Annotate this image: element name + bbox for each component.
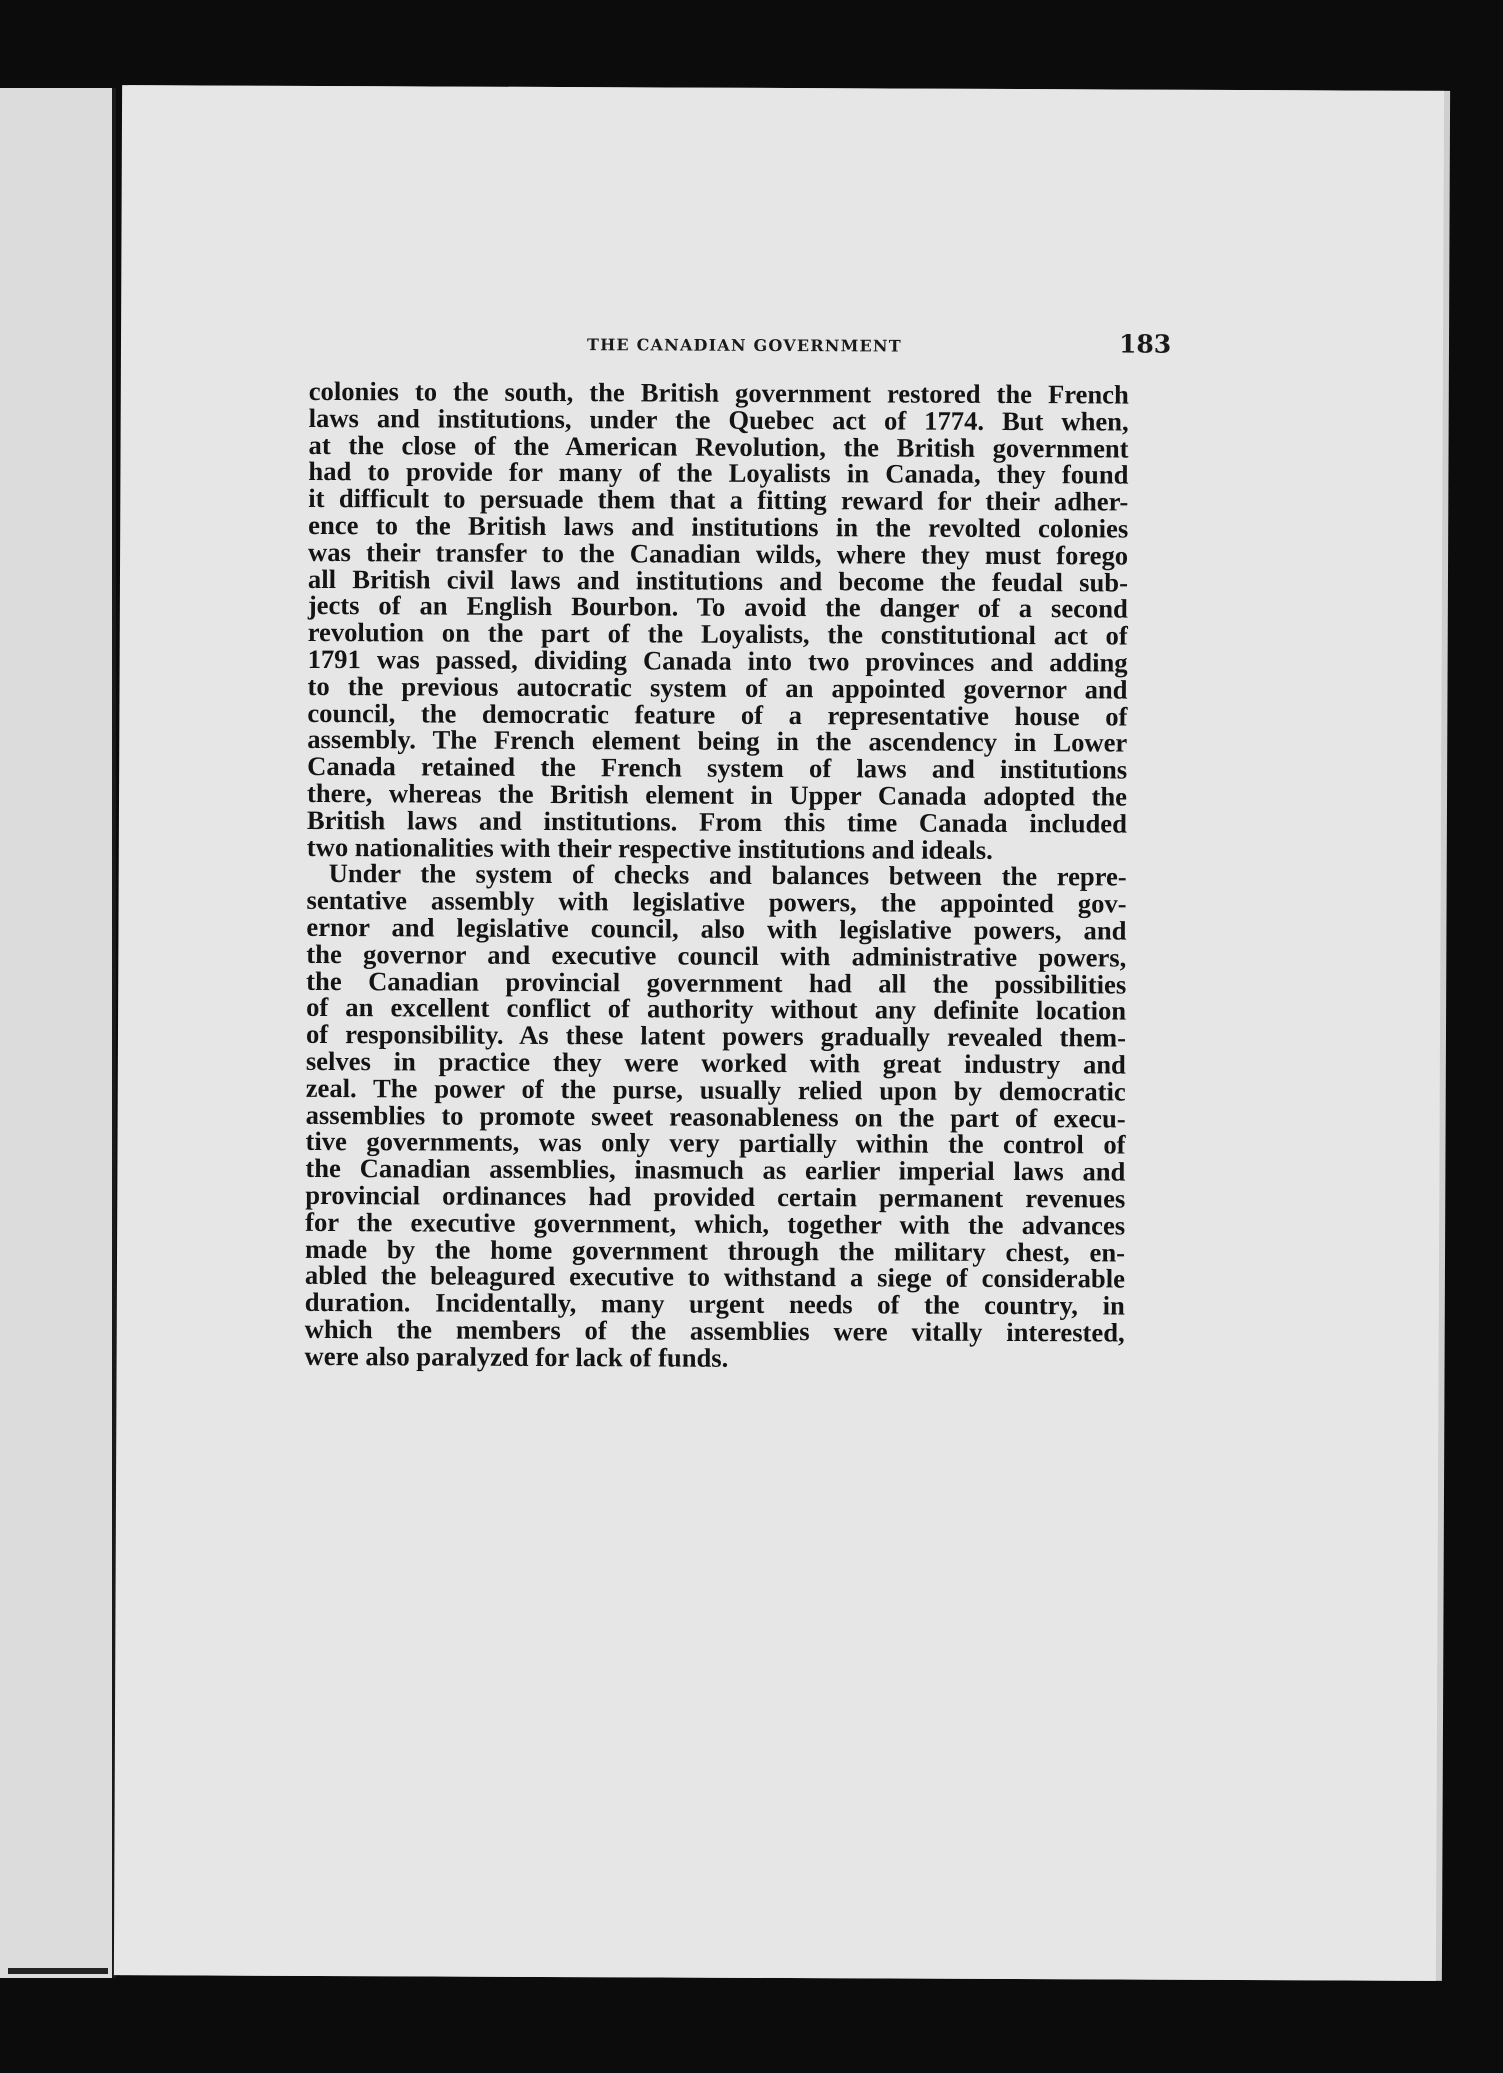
text-line: laws and institutions, under the Quebec act of 1774. But when, xyxy=(308,402,1129,437)
text-line: ernor and legislative council, also with legislative powers, and xyxy=(306,911,1127,946)
text-line: duration. Incidentally, many urgent needs of the country, in xyxy=(304,1287,1125,1321)
text-line: tive governments, was only very partially within the control of xyxy=(305,1126,1126,1160)
text-line: to the previous autocratic system of an appointed governor and xyxy=(307,670,1128,705)
text-line: the governor and executive council with administrative powers, xyxy=(306,938,1127,973)
text-line: assembly. The French element being in the ascendency in Lower xyxy=(307,724,1128,758)
text-line: jects of an English Bourbon. To avoid the danger of a second xyxy=(307,590,1128,624)
paragraph-2 xyxy=(305,860,1127,1373)
text-line: provincial ordinances had provided certain permanent revenues xyxy=(305,1179,1126,1214)
text-line: Canada retained the French system of laws and institutions xyxy=(307,751,1128,785)
text-line: 1791 was passed, dividing Canada into two provinces and adding xyxy=(307,643,1128,678)
text-line: all British civil laws and institutions and become the feudal sub- xyxy=(307,563,1129,598)
paragraph-1 xyxy=(306,375,1129,865)
text-line: made by the home government through the military chest, en- xyxy=(304,1233,1126,1268)
text-line: had to provide for many of the Loyalists in Canada, they found xyxy=(308,456,1129,490)
text-line: sentative assembly with legislative powers, the appointed gov- xyxy=(306,885,1127,919)
page-number: 183 xyxy=(1118,329,1172,359)
book-page xyxy=(114,85,1444,1981)
text-line: Under the system of checks and balances between the repre- xyxy=(328,858,1127,892)
facing-page-edge xyxy=(0,88,116,1978)
text-line: assemblies to promote sweet reasonableness on the part of execu- xyxy=(305,1099,1126,1134)
text-line: the Canadian provincial government had all the possibilities xyxy=(306,965,1127,1000)
text-line: British laws and institutions. From this time Canada included xyxy=(306,804,1127,839)
text-line: it difficult to persuade them that a fitting reward for their adher- xyxy=(308,483,1129,517)
body-text xyxy=(304,375,1129,1373)
text-line: for the executive government, which, together with the advances xyxy=(305,1206,1126,1241)
text-line: at the close of the American Revolution, the British government xyxy=(308,429,1129,464)
text-line: colonies to the south, the British government restored the French xyxy=(308,375,1129,410)
text-line: two nationalities with their respective institutions and ideals. xyxy=(306,831,993,865)
running-head: THE CANADIAN GOVERNMENT xyxy=(586,335,902,356)
text-line: selves in practice they were worked with great industry and xyxy=(305,1045,1126,1080)
text-line: revolution on the part of the Loyalists, the constitutional act of xyxy=(307,617,1128,651)
text-line: council, the democratic feature of a representative house of xyxy=(307,697,1128,732)
text-line: of responsibility. As these latent powers gradually revealed them- xyxy=(305,1019,1127,1053)
text-line: of an excellent conflict of authority without any definite location xyxy=(306,992,1127,1026)
text-line: was their transfer to the Canadian wilds, where they must forego xyxy=(308,536,1129,571)
text-line: ence to the British laws and institutions in the revolted colonies xyxy=(308,509,1129,544)
text-line: the Canadian assemblies, inasmuch as earlier imperial laws and xyxy=(305,1153,1126,1187)
text-line: abled the beleagured executive to withstand a siege of considerable xyxy=(304,1260,1125,1294)
text-line: zeal. The power of the purse, usually relied upon by democratic xyxy=(305,1072,1126,1107)
text-line: were also paralyzed for lack of funds. xyxy=(304,1340,729,1373)
text-line: there, whereas the British element in Upper Canada adopted the xyxy=(306,777,1128,812)
text-line: which the members of the assemblies were vitally interested, xyxy=(304,1313,1125,1348)
